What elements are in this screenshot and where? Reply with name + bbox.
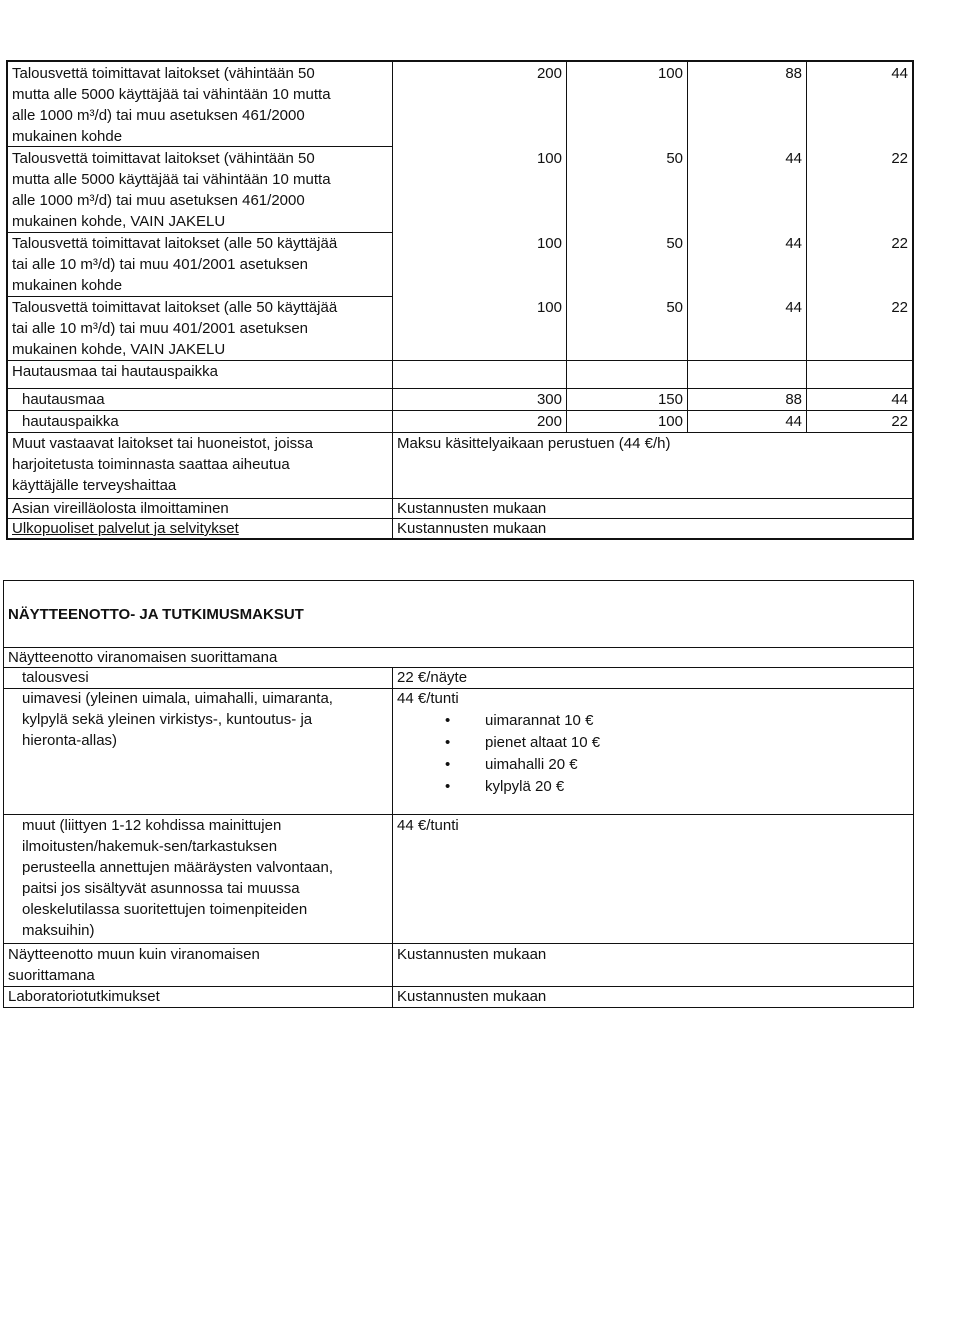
talousvesi-label: talousvesi	[22, 669, 89, 686]
fee-table	[0, 0, 960, 560]
hautauspaikka-value-3: 44	[785, 413, 802, 430]
ulko-label: Ulkopuoliset palvelut ja selvitykset	[12, 520, 239, 537]
row-4-value-1: 100	[536, 299, 562, 316]
table-border-right	[912, 60, 914, 540]
row-2-label: Talousvettä toimittavat laitokset (vähintään 50 mutta alle 5000 käyttäjää tai vähintään 10 mutta alle 1000 m³/d) tai muu asetuksen 461/2000 mukainen kohde, VAIN JAKELU	[12, 150, 331, 230]
row-3-label: Talousvettä toimittavat laitokset (alle 50 käyttäjää tai alle 10 m³/d) tai muu 401/2001 asetuksen mukainen kohde	[12, 235, 338, 294]
muut-sample-label: muut (liittyen 1-12 kohdissa mainittujen ilmoitusten/hakemuk-sen/tarkastuksen perusteella annettujen määräysten valvontaan, paitsi jos sisältyvät asunnossa tai muussa oleskelutilassa suoritettujen toimenpiteiden maksuihin)	[22, 817, 334, 939]
row-3-value-2: 50	[666, 235, 683, 252]
ulko-value: Kustannusten mukaan	[397, 520, 547, 537]
row-4-value-4: 22	[891, 299, 908, 316]
hautausmaa-value-2: 150	[657, 391, 683, 408]
table-border-top	[6, 60, 914, 62]
row-4-label: Talousvettä toimittavat laitokset (alle 50 käyttäjää tai alle 10 m³/d) tai muu 401/2001 asetuksen mukainen kohde, VAIN JAKELU	[12, 299, 338, 358]
row-2-value-4: 22	[891, 150, 908, 167]
muut-value: Maksu käsittelyaikaan perustuen (44 €/h)	[397, 435, 671, 452]
hautauspaikka-value-4: 22	[891, 413, 908, 430]
hautausmaa-value-3: 88	[785, 391, 802, 408]
bullet-item: • uimahalli 20 €	[485, 754, 578, 775]
hautausmaa-value-1: 300	[536, 391, 562, 408]
value-divider	[392, 667, 393, 1008]
row-1-value-2: 100	[657, 65, 683, 82]
hautaus-header: Hautausmaa tai hautauspaikka	[12, 363, 218, 380]
muun-label: Näytteenotto muun kuin viranomaisen suorittamana	[8, 946, 260, 984]
section-border-top	[3, 580, 914, 581]
row-1-value-4: 44	[891, 65, 908, 82]
sub-header: Näytteenotto viranomaisen suorittamana	[8, 649, 278, 666]
lab-label: Laboratoriotutkimukset	[8, 988, 160, 1005]
asian-label: Asian vireilläolosta ilmoittaminen	[12, 500, 229, 517]
hautausmaa-label: hautausmaa	[22, 391, 105, 408]
bullet-item: • kylpylä 20 €	[485, 776, 564, 797]
asian-value: Kustannusten mukaan	[397, 500, 547, 517]
muut-label: Muut vastaavat laitokset tai huoneistot, joissa harjoitetusta toiminnasta saattaa aiheutua käyttäjälle terveyshaittaa	[12, 435, 313, 494]
num-divider-1	[566, 60, 567, 432]
num-divider-3	[806, 60, 807, 432]
hautauspaikka-value-2: 100	[657, 413, 683, 430]
row-1-value-3: 88	[785, 65, 802, 82]
hautauspaikka-value-1: 200	[536, 413, 562, 430]
muut-sample-value: 44 €/tunti	[397, 817, 459, 834]
hautauspaikka-label: hautauspaikka	[22, 413, 119, 430]
uimavesi-value: 44 €/tunti	[397, 690, 459, 707]
row-2-value-1: 100	[536, 150, 562, 167]
table-border-left	[6, 60, 8, 540]
muun-value: Kustannusten mukaan	[397, 946, 547, 963]
row-4-value-2: 50	[666, 299, 683, 316]
section-border-bottom	[3, 1007, 914, 1008]
row-4-value-3: 44	[785, 299, 802, 316]
bullet-item: • uimarannat 10 €	[485, 710, 593, 731]
hautausmaa-value-4: 44	[891, 391, 908, 408]
row-1-label: Talousvettä toimittavat laitokset (vähintään 50 mutta alle 5000 käyttäjää tai vähintään 10 mutta alle 1000 m³/d) tai muu asetuksen 461/2000 mukainen kohde	[12, 65, 331, 145]
row-3-value-3: 44	[785, 235, 802, 252]
section-title: NÄYTTEENOTTO- JA TUTKIMUSMAKSUT	[8, 606, 304, 623]
sample-section	[0, 570, 960, 1020]
row-3-value-4: 22	[891, 235, 908, 252]
lab-value: Kustannusten mukaan	[397, 988, 547, 1005]
bullet-item: • pienet altaat 10 €	[485, 732, 600, 753]
label-divider	[392, 60, 393, 540]
row-2-value-2: 50	[666, 150, 683, 167]
uimavesi-label: uimavesi (yleinen uimala, uimahalli, uimaranta, kylpylä sekä yleinen virkistys-, kuntoutus- ja hieronta-allas)	[22, 690, 333, 749]
num-divider-2	[687, 60, 688, 432]
row-3-value-1: 100	[536, 235, 562, 252]
row-2-value-3: 44	[785, 150, 802, 167]
talousvesi-value: 22 €/näyte	[397, 669, 468, 686]
row-1-value-1: 200	[536, 65, 562, 82]
